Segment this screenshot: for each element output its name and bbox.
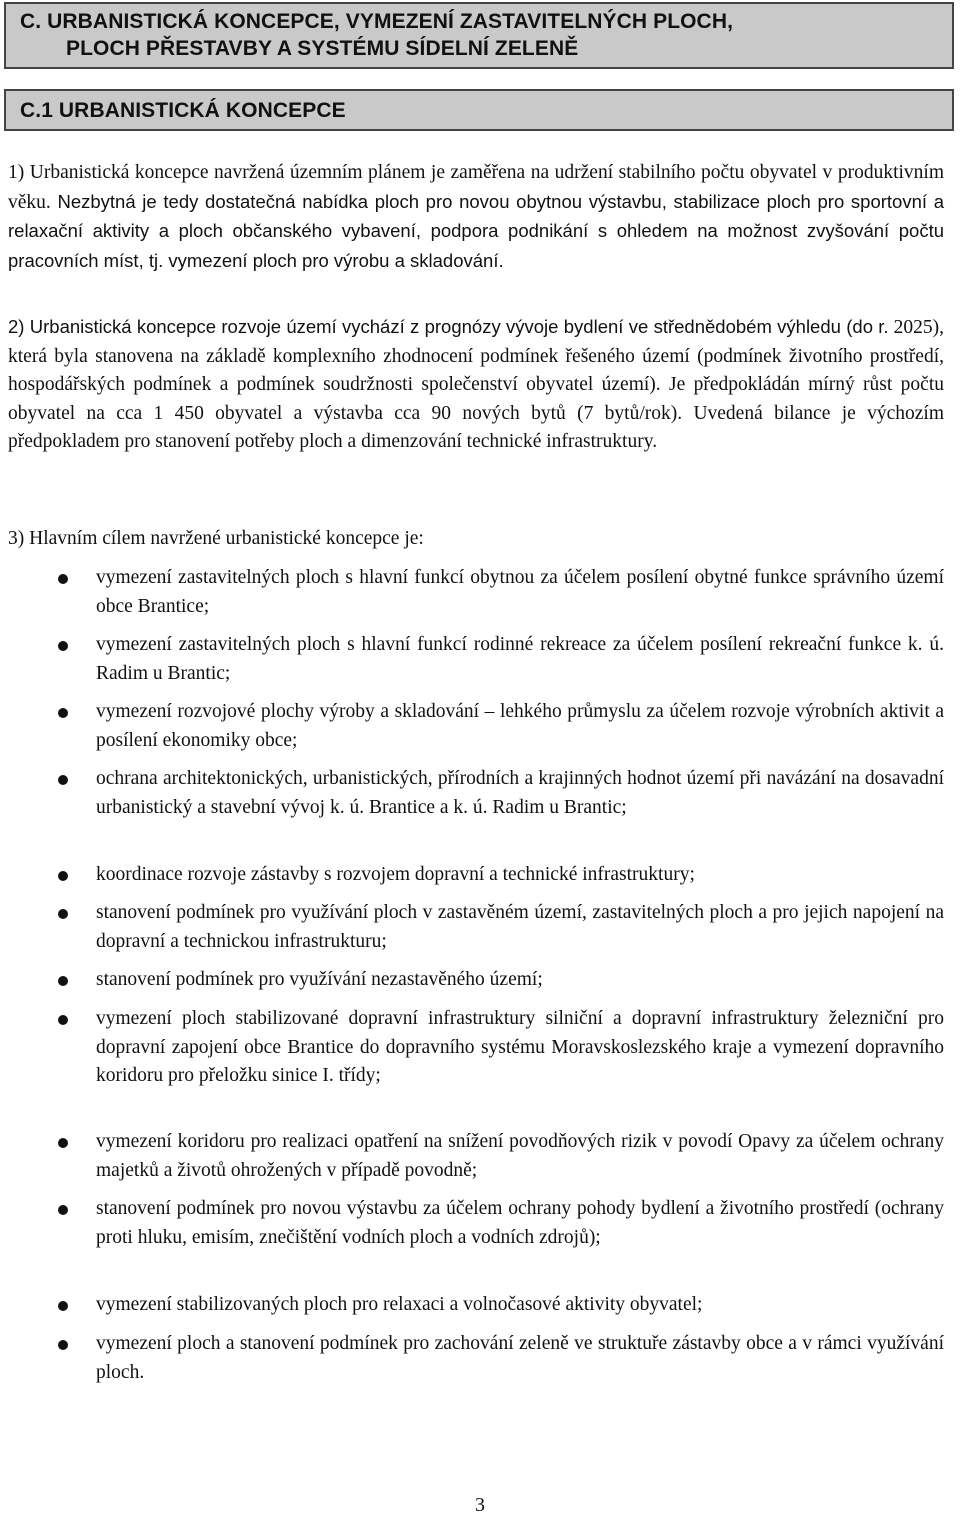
bullet-11 xyxy=(58,1301,68,1311)
section-heading-line2: PLOCH PŘESTAVBY A SYSTÉMU SÍDELNÍ ZELENĚ xyxy=(66,37,579,60)
paragraph-1-serif: 1) Urbanistická koncepce navržená územním plánem je zaměřena na udržení stabilního počtu obyvatel v produktivním věku. xyxy=(8,162,944,213)
list-item: vymezení ploch a stanovení podmínek pro zachování zeleně ve struktuře zástavby obce a v rámci využívání ploch. xyxy=(96,1333,944,1383)
paragraph-2-serif: 2025), která byla stanovena na základě komplexního zhodnocení podmínek řešeného území (podmínek životního prostředí, hospodářských podmínek a podmínek soudržnosti společenství obyvatel území). Je předpokládán mírný růst počtu obyvatel na cca 1 450 obyvatel a výstavba cca 90 nových bytů (7 bytů/rok). Uvedená bilance je výchozím předpokladem pro stanovení potřeby ploch a dimenzování technické infrastruktury. xyxy=(8,317,944,452)
page-number: 3 xyxy=(475,1494,485,1516)
bullet-4 xyxy=(58,775,68,785)
section-heading-box xyxy=(4,2,954,69)
list-item: stanovení podmínek pro novou výstavbu za účelem ochrany pohody bydlení a životního prostředí (ochrany proti hluku, emisím, znečištění vodních ploch a vodních zdrojů); xyxy=(96,1198,944,1248)
bullet-3 xyxy=(58,708,68,718)
list-item: vymezení rozvojové plochy výroby a skladování – lehkého průmyslu za účelem rozvoje výrobních aktivit a posílení ekonomiky obce; xyxy=(96,701,944,751)
paragraph-3: 3) Hlavním cílem navržené urbanistické koncepce je: xyxy=(8,528,424,549)
list-item: stanovení podmínek pro využívání ploch v zastavěném území, zastavitelných ploch a pro jejich napojení na dopravní a technickou infrastrukturu; xyxy=(96,902,944,952)
bullet-9 xyxy=(58,1138,68,1148)
bullet-7 xyxy=(58,976,68,986)
list-item: ochrana architektonických, urbanistických, přírodních a krajinných hodnot území při navázání na dosavadní urbanistický a stavební vývoj k. ú. Brantice a k. ú. Radim u Brantic; xyxy=(96,768,944,818)
bullet-2 xyxy=(58,641,68,651)
list-item: vymezení zastavitelných ploch s hlavní funkcí obytnou za účelem posílení obytné funkce správního území obce Brantice; xyxy=(96,567,944,617)
list-item: vymezení stabilizovaných ploch pro relaxaci a volnočasové aktivity obyvatel; xyxy=(96,1294,703,1315)
paragraph-2-sans: 2) Urbanistická koncepce rozvoje území vychází z prognózy vývoje bydlení ve střednědobém výhledu (do r. xyxy=(8,316,889,337)
paragraph-1 xyxy=(8,159,944,276)
list-item: vymezení ploch stabilizované dopravní infrastruktury silniční a dopravní infrastruktury železniční pro dopravní zapojení obce Brantice do dopravního systému Moravskoslezského kraje a vymezení dopravního koridoru pro přeložku sinice I. třídy; xyxy=(96,1008,944,1086)
paragraph-1-sans: Nezbytná je tedy dostatečná nabídka ploch pro novou obytnou výstavbu, stabilizace ploch pro sportovní a relaxační aktivity a ploch občanského vybavení, podpora podnikání s ohledem na možnost zvyšování počtu pracovních míst, tj. vymezení ploch pro výrobu a skladování. xyxy=(8,190,944,271)
bullet-8 xyxy=(58,1015,68,1025)
list-item: vymezení zastavitelných ploch s hlavní funkcí rodinné rekreace za účelem posílení rekreační funkce k. ú. Radim u Brantic; xyxy=(96,634,944,684)
bullet-6 xyxy=(58,909,68,919)
list-item: koordinace rozvoje zástavby s rozvojem dopravní a technické infrastruktury; xyxy=(96,864,695,885)
bullet-1 xyxy=(58,574,68,584)
list-item: vymezení koridoru pro realizaci opatření na snížení povodňových rizik v povodí Opavy za účelem ochrany majetků a životů ohrožených v případě povodně; xyxy=(96,1131,944,1181)
bullet-12 xyxy=(58,1340,68,1350)
bullet-5 xyxy=(58,871,68,881)
section-heading-line1: C. URBANISTICKÁ KONCEPCE, VYMEZENÍ ZASTAVITELNÝCH PLOCH, xyxy=(20,10,734,33)
bullet-10 xyxy=(58,1205,68,1215)
list-item: stanovení podmínek pro využívání nezastavěného území; xyxy=(96,969,543,990)
subsection-heading: C.1 URBANISTICKÁ KONCEPCE xyxy=(4,89,954,131)
paragraph-2 xyxy=(8,313,944,457)
